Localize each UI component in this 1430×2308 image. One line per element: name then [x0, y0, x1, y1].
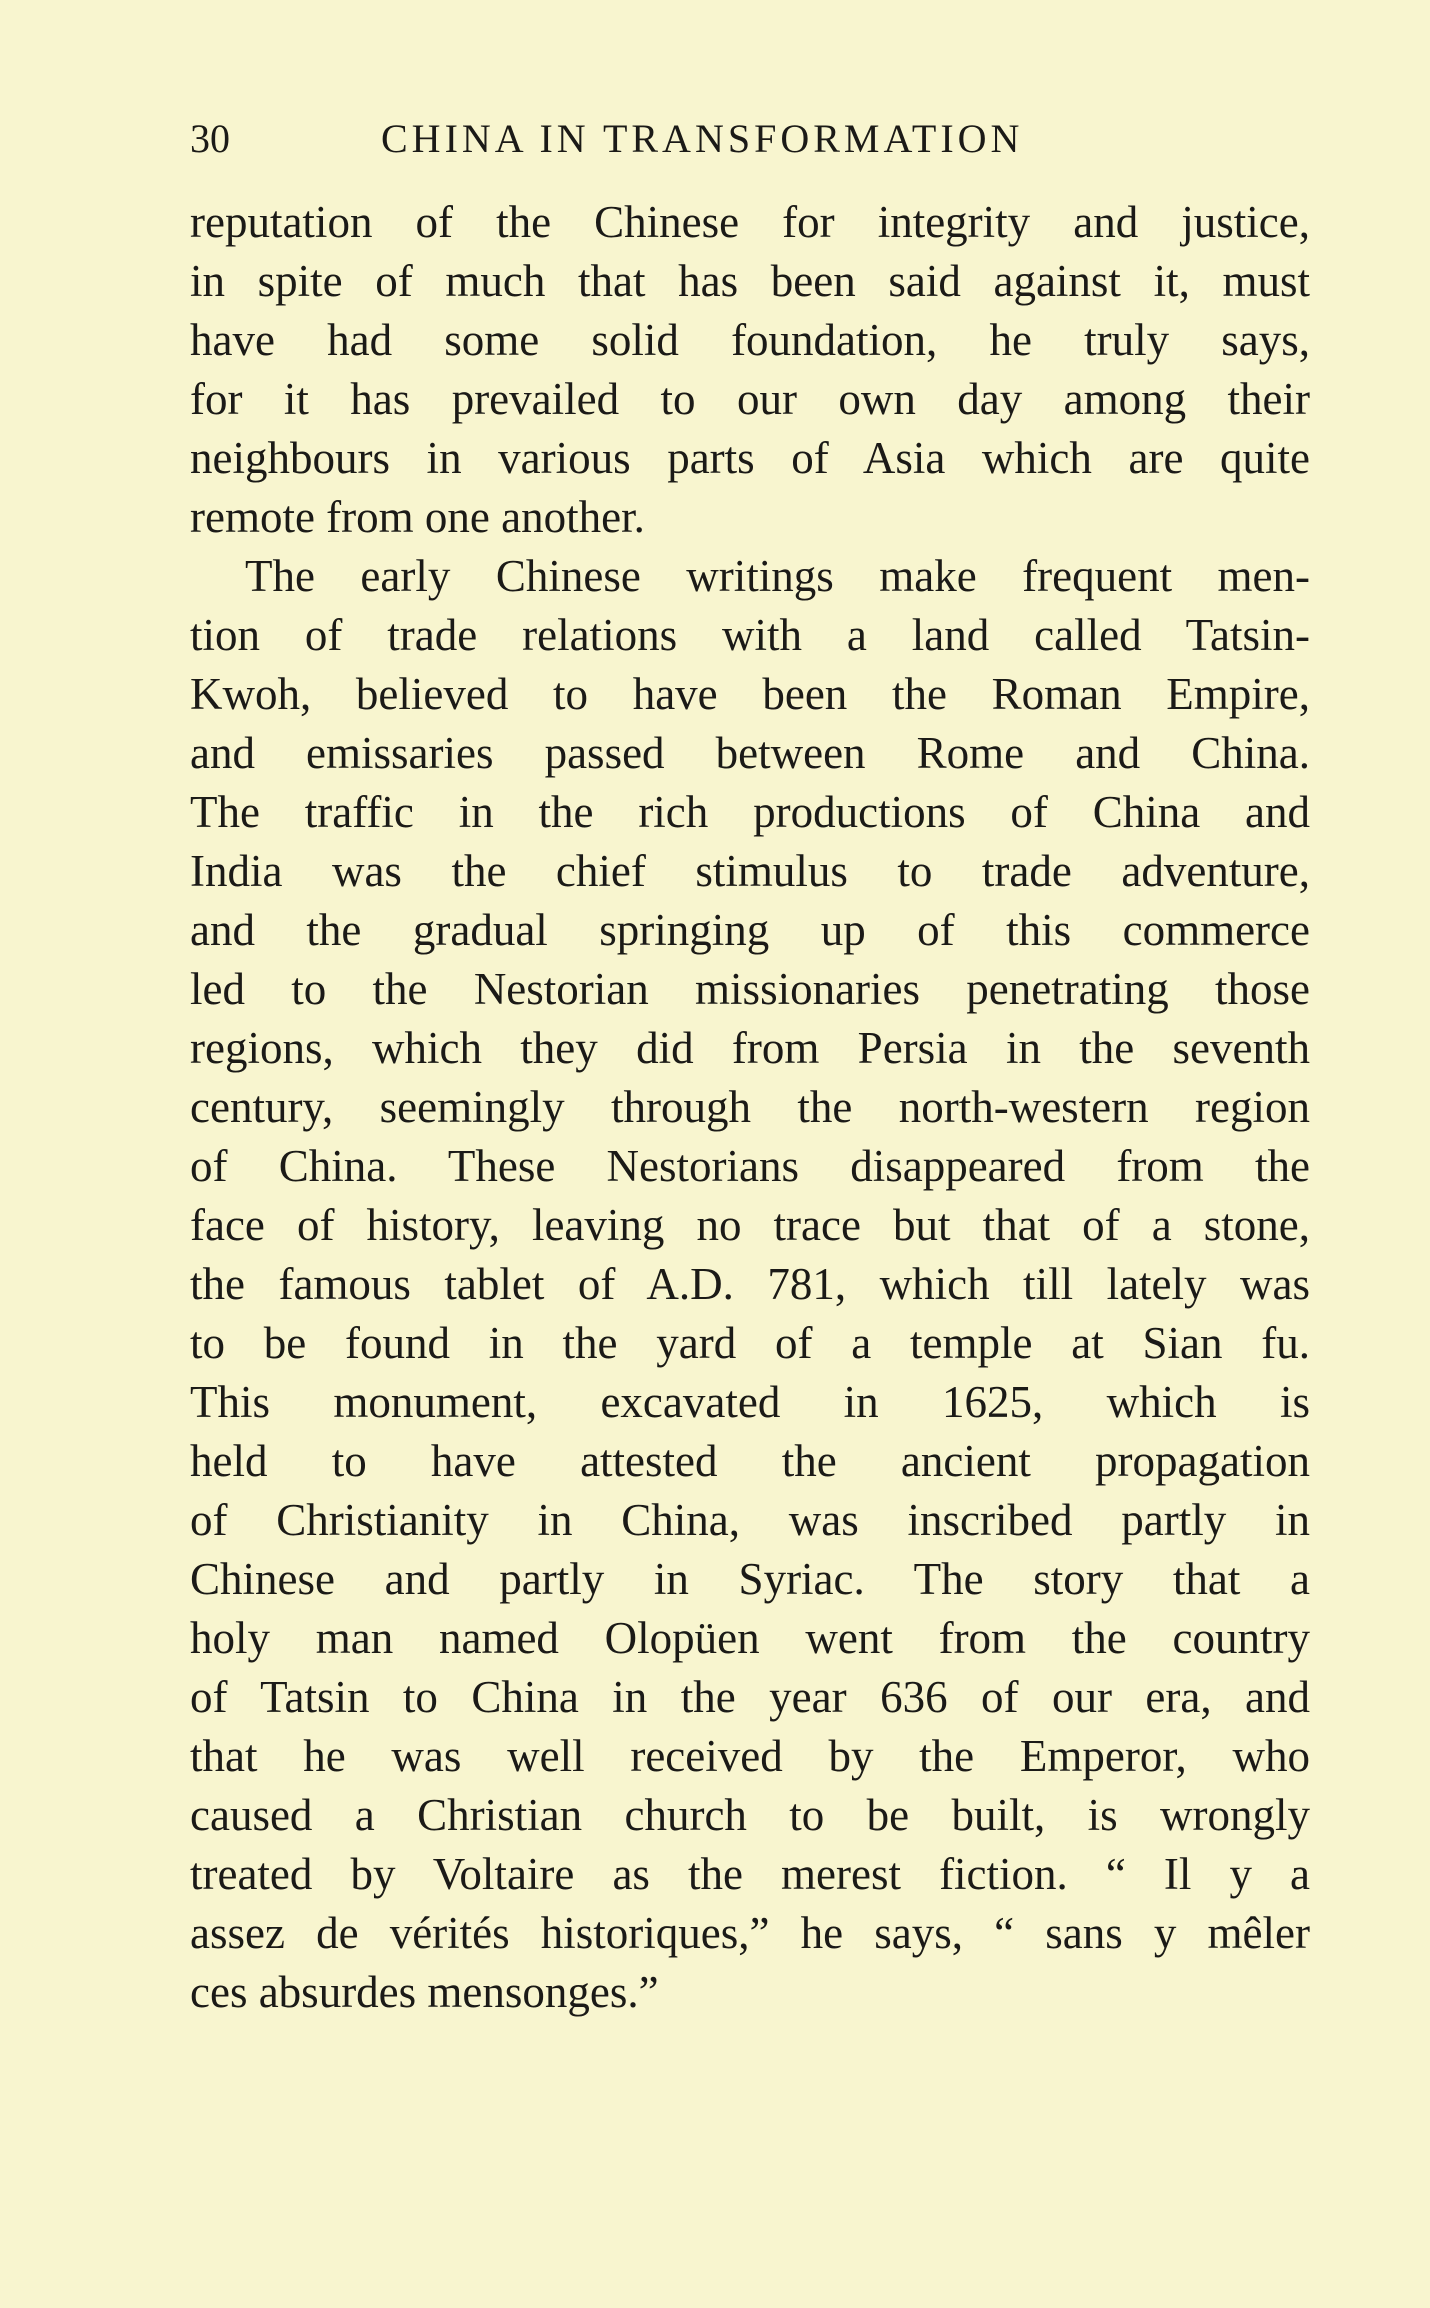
- text-line: face of history, leaving no trace but that of a stone,: [190, 1200, 1310, 1250]
- text-line: to be found in the yard of a temple at Sian fu.: [190, 1318, 1310, 1368]
- text-line: century, seemingly through the north-western region: [190, 1082, 1310, 1132]
- text-line: The early Chinese writings make frequent men-: [245, 551, 1310, 601]
- text-line: tion of trade relations with a land called Tatsin-: [190, 610, 1310, 660]
- text-line: This monument, excavated in 1625, which is: [190, 1377, 1310, 1427]
- text-line: of China. These Nestorians disappeared from the: [190, 1141, 1310, 1191]
- running-title: CHINA IN TRANSFORMATION: [381, 116, 1024, 161]
- text-line: have had some solid foundation, he truly says,: [190, 315, 1310, 365]
- text-line: of Tatsin to China in the year 636 of our era, and: [190, 1672, 1310, 1722]
- text-line: India was the chief stimulus to trade adventure,: [190, 846, 1310, 896]
- text-line: The traffic in the rich productions of China and: [190, 787, 1310, 837]
- text-line: the famous tablet of A.D. 781, which till lately was: [190, 1259, 1310, 1309]
- text-line: neighbours in various parts of Asia which are quite: [190, 433, 1310, 483]
- body-text: [190, 193, 1310, 2022]
- text-line: reputation of the Chinese for integrity and justice,: [190, 197, 1310, 247]
- text-line: for it has prevailed to our own day among their: [190, 374, 1310, 424]
- running-head: [190, 114, 1310, 164]
- page-number: 30: [190, 116, 230, 161]
- text-line: held to have attested the ancient propagation: [190, 1436, 1310, 1486]
- text-line: treated by Voltaire as the merest fiction. “ Il y a: [190, 1849, 1310, 1899]
- text-line: remote from one another.: [190, 492, 645, 542]
- text-line: holy man named Olopüen went from the country: [190, 1613, 1310, 1663]
- text-line: assez de vérités historiques,” he says, “ sans y mêler: [190, 1908, 1310, 1958]
- text-line: that he was well received by the Emperor, who: [190, 1731, 1310, 1781]
- text-line: led to the Nestorian missionaries penetrating those: [190, 964, 1310, 1014]
- text-line: ces absurdes mensonges.”: [190, 1967, 659, 2017]
- text-line: and emissaries passed between Rome and China.: [190, 728, 1310, 778]
- text-line: regions, which they did from Persia in the seventh: [190, 1023, 1310, 1073]
- text-line: in spite of much that has been said against it, must: [190, 256, 1310, 306]
- text-line: and the gradual springing up of this commerce: [190, 905, 1310, 955]
- text-line: Chinese and partly in Syriac. The story that a: [190, 1554, 1310, 1604]
- text-line: caused a Christian church to be built, is wrongly: [190, 1790, 1310, 1840]
- text-line: of Christianity in China, was inscribed partly in: [190, 1495, 1310, 1545]
- text-line: Kwoh, believed to have been the Roman Empire,: [190, 669, 1310, 719]
